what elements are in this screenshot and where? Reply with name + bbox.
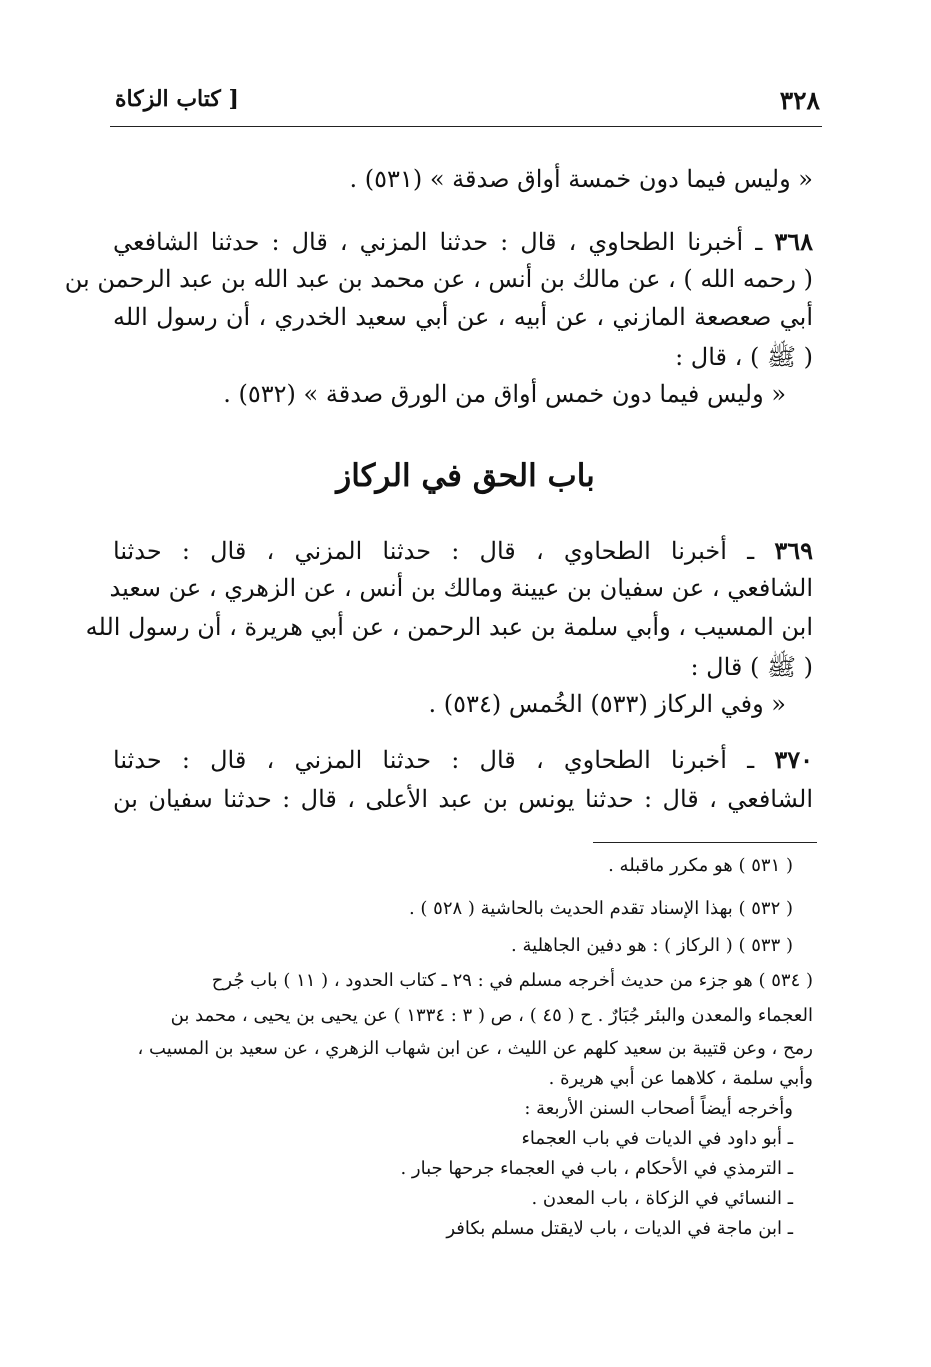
footnote-534-line-5: وأخرجه أيضاً أصحاب السنن الأربعة : [524, 1098, 793, 1119]
hadith-369-line-1 [113, 536, 813, 565]
footnote-531: ( ٥٣١ ) هو مكرر ماقبله . [608, 855, 793, 876]
footnote-534-line-4: وأبي سلمة ، كلاهما عن أبي هريرة . [548, 1068, 813, 1089]
hadith-368-line-4: ( ﷺ ) ، قال : [675, 343, 813, 371]
footnote-534-line-1: ( ٥٣٤ ) هو جزء من حديث أخرجه مسلم في : ٢٩ ـ كتاب الحدود ، ( ١١ ) باب جُرح [211, 970, 813, 991]
footnote-534-line-8: ـ النسائي في الزكاة ، باب المعدن . [531, 1188, 793, 1209]
hadith-369-line-3: ابن المسيب ، وأبي سلمة بن عبد الرحمن ، عن أبي هريرة ، أن رسول الله [85, 613, 813, 641]
hadith-number: ٣٧٠ [774, 745, 813, 774]
footnote-534-line-3: رمح ، وعن قتيبة بن سعيد كلهم عن الليث ، عن ابن شهاب الزهري ، عن سعيد بن المسيب ، [137, 1038, 813, 1059]
footnote-534-line-9: ـ ابن ماجة في الديات ، باب لايقتل مسلم بكافر [446, 1218, 793, 1239]
hadith-text: ـ أخبرنا الطحاوي ، قال : حدثنا المزني ، قال : حدثنا الشافعي [113, 228, 763, 256]
footnote-533: ( ٥٣٣ ) ( الركاز ) : هو دفين الجاهلية . [511, 935, 793, 956]
footnote-rule [593, 842, 817, 843]
hadith-369-line-4: ( ﷺ ) قال : [690, 653, 813, 681]
page-header [115, 86, 820, 120]
header-rule [110, 126, 822, 127]
footnote-534-line-6: ـ أبو داود في الديات في باب العجماء [521, 1128, 793, 1149]
hadith-number: ٣٦٩ [774, 536, 813, 565]
hadith-368-line-5: « وليس فيما دون خمس أواق من الورق صدقة » (٥٣٢) . [223, 380, 786, 408]
hadith-368-line-2: ( رحمه الله ) ، عن مالك بن أنس ، عن محمد بن عبد الله بن عبد الرحمن بن [64, 265, 813, 293]
footnote-532: ( ٥٣٢ ) بهذا الإسناد تقدم الحديث بالحاشية ( ٥٢٨ ) . [408, 898, 793, 919]
page-number: ٣٢٨ [779, 86, 820, 115]
hadith-370-line-2: الشافعي ، قال : حدثنا يونس بن عبد الأعلى ، قال : حدثنا سفيان بن [113, 785, 813, 813]
hadith-370-line-1 [113, 745, 813, 774]
hadith-368-line-3: أبي صعصعة المازني ، عن أبيه ، عن أبي سعيد الخدري ، أن رسول الله [113, 303, 813, 331]
section-title: باب الحق في الركاز [336, 458, 595, 494]
running-head: [ كتاب الزكاة [115, 86, 239, 112]
footnote-534-line-2: العجماء والمعدن والبئر جُبَارٌ . ح ( ٤٥ ) ، ص ( ٣ : ١٣٣٤ ) عن يحيى بن يحيى ، محمد بن [170, 1005, 813, 1026]
hadith-text: ـ أخبرنا الطحاوي ، قال : حدثنا المزني ، قال : حدثنا [113, 746, 755, 774]
hadith-368-line-1 [113, 227, 813, 256]
hadith-369-line-2: الشافعي ، عن سفيان بن عيينة ومالك بن أنس ، عن الزهري ، عن سعيد [109, 574, 813, 602]
hadith-number: ٣٦٨ [774, 227, 813, 256]
hadith-369-line-5: « وفي الركاز (٥٣٣) الخُمس (٥٣٤) . [428, 690, 786, 718]
hadith-text: ـ أخبرنا الطحاوي ، قال : حدثنا المزني ، قال : حدثنا [113, 537, 755, 565]
footnote-534-line-7: ـ الترمذي في الأحكام ، باب في العجماء جرحها جبار . [400, 1158, 793, 1179]
text-line: « وليس فيما دون خمسة أواق صدقة » (٥٣١) . [349, 165, 813, 193]
